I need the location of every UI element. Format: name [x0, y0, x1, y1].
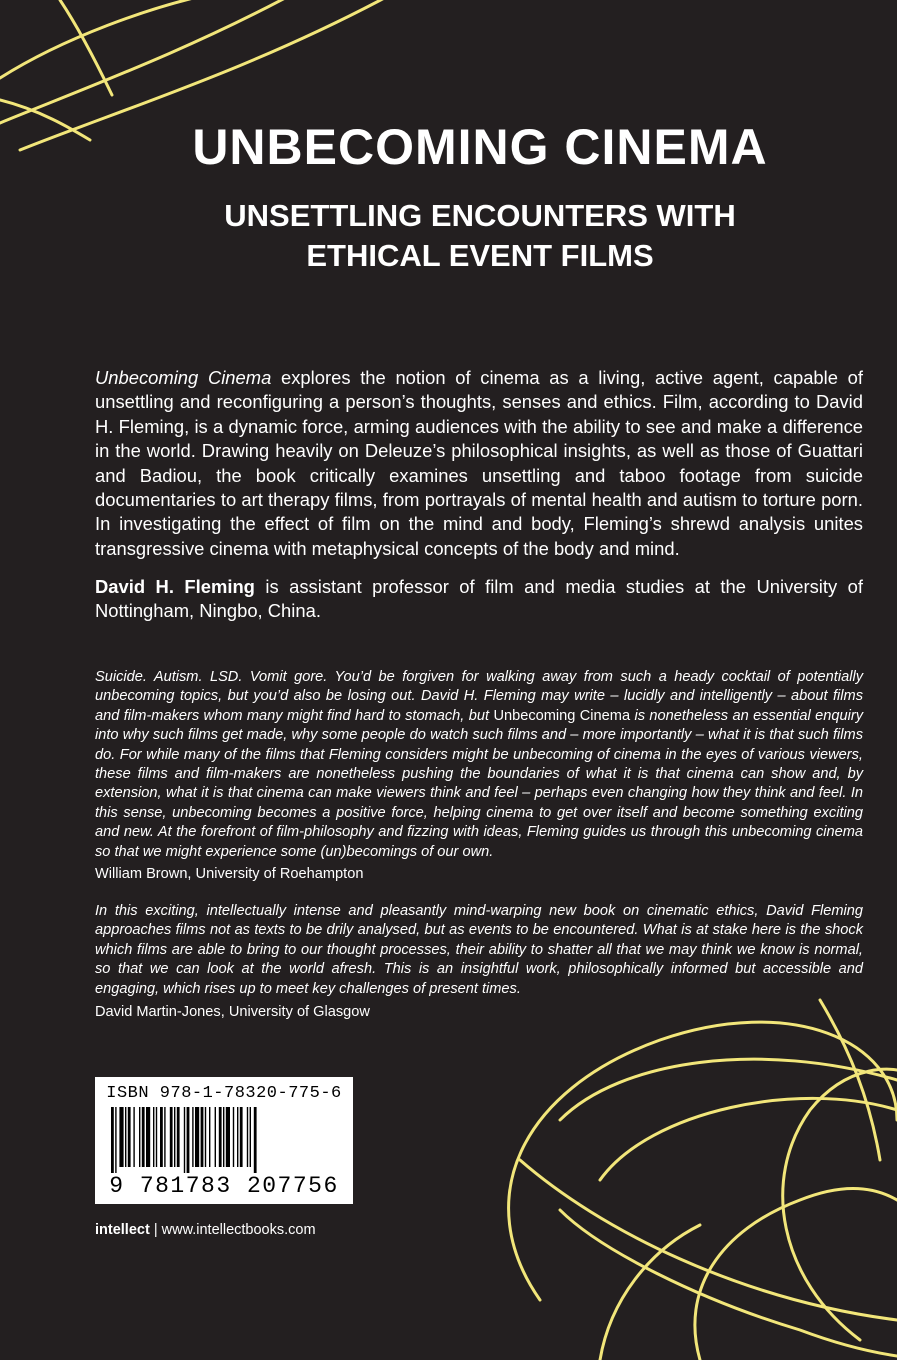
subtitle-line-2: ETHICAL EVENT FILMS	[306, 238, 654, 273]
barcode-bar	[119, 1107, 123, 1167]
review-quote-2: In this exciting, intellectually intense and pleasantly mind-warping new book on cinematic ethics, David Fleming approaches films not as texts to be drily analysed, but as events to be encountered. What is at stake here is the shock which films are able to bring to our thought processes, their ability to shatter all that we may think we know is normal, so that we can look at the world afresh. This is an insightful work, philosophically informed but accessible and engaging, which rises up to meet key challenges of present times.	[95, 903, 863, 997]
barcode-bar	[237, 1107, 238, 1167]
barcode-bar	[219, 1107, 222, 1167]
description-text: explores the notion of cinema as a living, active agent, capable of unsettling and reconfiguring a person’s thoughts, senses and ethics. Film, according to David H. Fleming, is a dynamic force, arming audiences with the ability to see and make a difference in the world. Drawing heavily on Deleuze’s philosophical insights, as well as those of Guattari and Badiou, the book critically examines unsettling and taboo footage from suicide documentaries to art therapy films, from portrayals of mental health and autism to torture porn. In investigating the effect of film on the mind and body, Fleming’s shrewd analysis unites transgressive cinema with metaphysical concepts of the body and mind.	[95, 367, 863, 559]
barcode-bar	[160, 1107, 163, 1167]
barcode-bar	[250, 1107, 251, 1167]
barcode-bar	[240, 1107, 243, 1167]
barcode-bar	[142, 1107, 145, 1167]
publisher-name: intellect	[95, 1222, 150, 1238]
barcode-bar	[184, 1107, 185, 1173]
barcode-bar	[139, 1107, 140, 1167]
barcode-bar	[153, 1107, 154, 1167]
book-title: UNBECOMING CINEMA	[192, 119, 768, 175]
barcode-bars	[111, 1107, 337, 1173]
barcode-bar	[156, 1107, 157, 1167]
barcode-bar	[192, 1107, 193, 1167]
barcode-bar	[226, 1107, 230, 1167]
book-subtitle	[0, 196, 897, 276]
barcode-bar	[205, 1107, 206, 1167]
subtitle-line-1: UNSETTLING ENCOUNTERS WITH	[224, 198, 736, 233]
review-1-book-title: Unbecoming Cinema	[493, 707, 631, 724]
isbn-digits: 9 781783 207756	[109, 1173, 339, 1199]
description-title: Unbecoming Cinema	[95, 367, 272, 388]
publisher-separator: |	[149, 1222, 162, 1238]
barcode-bar	[133, 1107, 134, 1167]
review-quote-1	[95, 668, 863, 862]
author-bio	[95, 575, 863, 624]
barcode-bar	[170, 1107, 173, 1167]
barcode-bar	[115, 1107, 116, 1173]
review-attribution-2: David Martin-Jones, University of Glasgow	[95, 1004, 370, 1020]
barcode-bar	[201, 1107, 204, 1167]
barcode-bar	[177, 1107, 180, 1167]
isbn-barcode	[95, 1077, 353, 1204]
barcode-bar	[128, 1107, 131, 1167]
review-attribution-1: William Brown, University of Roehampton	[95, 866, 364, 882]
barcode-bar	[233, 1107, 234, 1167]
publisher-url[interactable]: www.intellectbooks.com	[161, 1222, 316, 1238]
barcode-bar	[195, 1107, 199, 1167]
barcode-bar	[209, 1107, 210, 1167]
review-1-part-1: Suicide. Autism. LSD. Vomit gore. You’d be forgiven for walking away from such a heady cocktail of potentially unbecoming topics, but you’d also be losing out. David H. Fleming may write – lucidly and intelligently – about films and film-makers whom many might find hard to stomach, but	[95, 669, 863, 724]
author-name: David H. Fleming	[95, 576, 255, 597]
barcode-bar	[164, 1107, 165, 1167]
barcode-bar	[215, 1107, 216, 1167]
barcode-bar	[223, 1107, 224, 1167]
author-bio-text: is assistant professor of film and media studies at the University of Nottingham, Ningbo, China.	[95, 576, 864, 622]
book-description	[95, 366, 863, 561]
barcode-bar	[174, 1107, 175, 1167]
barcode-bar	[125, 1107, 126, 1167]
barcode-bar	[146, 1107, 150, 1167]
barcode-bar	[111, 1107, 114, 1173]
barcode-bar	[254, 1107, 257, 1173]
review-1-part-2: is nonetheless an essential enquiry into why such films get made, why some people do watch such films and – more importantly – what it is that such films do. For while many of the films that Fleming considers might be unbecoming of cinema in the eyes of various viewers, these films and film-makers are nonetheless pushing the boundaries of what it is that cinema can show and, by extension, what it is that cinema can make viewers think and feel – perhaps even changing how they think and feel. In this sense, unbecoming becomes a positive force, helping cinema to get over itself and become something exciting and new. At the forefront of film-philosophy and fizzing with ideas, Fleming guides us through this unbecoming cinema so that we might experience some (un)becomings of our own.	[95, 707, 863, 860]
barcode-bar	[187, 1107, 190, 1173]
barcode-bar	[247, 1107, 248, 1167]
isbn-label: ISBN 978-1-78320-775-6	[106, 1084, 342, 1103]
publisher-footer	[95, 1222, 316, 1238]
